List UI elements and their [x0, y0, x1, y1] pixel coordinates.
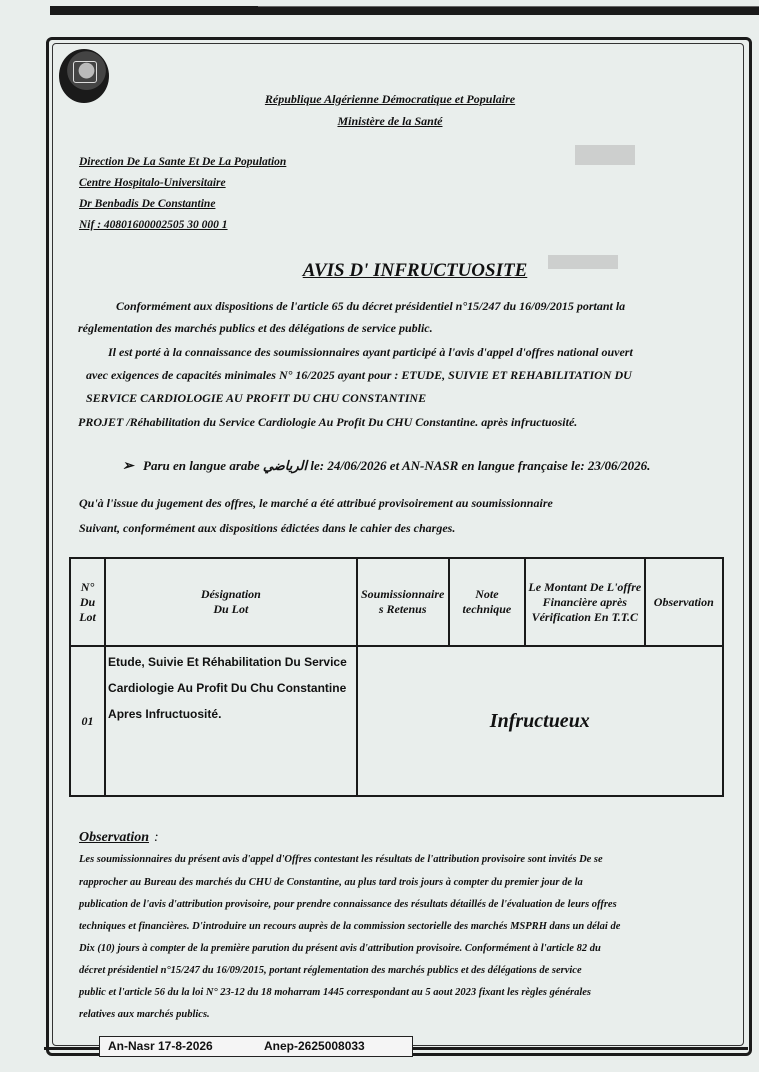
- observation-line: Les soumissionnaires du présent avis d'appel d'Offres contestant les résultats de l'attribution provisoire sont invités De se: [79, 854, 603, 865]
- header-designation: [105, 558, 357, 646]
- sender-direction: Direction De La Sante Et De La Population: [79, 156, 287, 168]
- scan-noise: [575, 145, 635, 165]
- body-p1-line2: réglementation des marchés publics et des délégations de service public.: [78, 321, 433, 335]
- observation-line: public et l'article 56 du la loi N° 23-12 du 18 moharram 1445 correspondant au 5 aout 2023 fixant les règles générales: [79, 987, 592, 998]
- body-p2-line1: Il est porté à la connaissance des soumissionnaires ayant participé à l'avis d'appel d'offres national ouvert: [108, 345, 633, 359]
- observation-line: décret présidentiel n°15/247 du 16/09/2015, portant réglementation des marchés publics et des délégations de service: [79, 965, 582, 976]
- top-rule: [50, 6, 759, 15]
- designation-line2: Cardiologie Au Profit Du Chu Constantine: [108, 681, 347, 695]
- body-p2-line4: PROJET /Réhabilitation du Service Cardiologie Au Profit Du CHU Constantine. après infructuosité.: [78, 415, 578, 429]
- header-observation: Observation: [645, 558, 723, 646]
- body-p3-line2: Suivant, conformément aux dispositions édictées dans le cahier des charges.: [79, 521, 456, 535]
- sender-centre: Centre Hospitalo-Universitaire: [79, 177, 226, 189]
- observation-line: publication de l'avis d'attribution provisoire, pour prendre connaissance des résultats détaillés de l'évaluation de leurs offres: [79, 899, 617, 910]
- notice-title: AVIS D' INFRUCTUOSITE: [302, 260, 528, 281]
- body-p3-line1: Qu'à l'issue du jugement des offres, le marché a été attribué provisoirement au soumissionnaire: [79, 496, 553, 510]
- observation-colon: :: [154, 830, 159, 845]
- republic-line: République Algérienne Démocratique et Populaire: [264, 92, 516, 106]
- cell-result: Infructueux: [357, 646, 723, 796]
- header-soumissionnaires: Soumissionnaire s Retenus: [357, 558, 449, 646]
- designation-line3: Apres Infructuosité.: [108, 707, 222, 721]
- body-p2-line3: SERVICE CARDIOLOGIE AU PROFIT DU CHU CONSTANTINE: [86, 391, 427, 405]
- cell-lot: 01: [70, 646, 105, 796]
- header-montant: Le Montant De L'offre Financière après Vérification En T.T.C: [525, 558, 645, 646]
- publication-line: Paru en langue arabe الرياضي le: 24/06/2026 et AN-NASR en langue française le: 23/06/2026.: [143, 458, 651, 473]
- designation-line1: Etude, Suivie Et Réhabilitation Du Service: [108, 655, 347, 669]
- header-designation-l1: Désignation: [200, 587, 261, 601]
- body-p2-line2: avec exigences de capacités minimales N° 16/2025 ayant pour : ETUDE, SUIVIE ET REHABILITATION DU: [86, 368, 632, 382]
- table-header-row: [70, 558, 723, 646]
- header-lot: N° Du Lot: [70, 558, 105, 646]
- body-p1-line1: Conformément aux dispositions de l'article 65 du décret présidentiel n°15/247 du 16/09/2015 portant la: [116, 299, 626, 313]
- cell-designation: [105, 646, 357, 796]
- lots-table: [69, 557, 724, 797]
- sender-nif: Nif : 40801600002505 30 000 1: [79, 219, 228, 231]
- observation-line: Dix (10) jours à compter de la première parution du présent avis d'attribution provisoire. Conformément à l'article 82 du: [79, 943, 601, 954]
- observation-line: rapprocher au Bureau des marchés du CHU de Constantine, au plus tard trois jours à compter du premier jour de la: [79, 877, 583, 888]
- document-inner-frame: [52, 43, 744, 1046]
- top-thin-rule: [258, 0, 759, 7]
- observation-line: techniques et financières. D'introduire un recours auprès de la commission sectorielle des marchés MSPRH dans un délai de: [79, 921, 621, 932]
- bullet-arrow-icon: ➢: [122, 459, 134, 474]
- observation-line: relatives aux marchés publics.: [79, 1009, 210, 1020]
- header-designation-l2: Du Lot: [213, 602, 249, 616]
- sender-hospital: Dr Benbadis De Constantine: [79, 198, 216, 210]
- table-row: [70, 646, 723, 796]
- observation-heading: Observation: [79, 830, 149, 845]
- footer-ref: Anep-2625008033: [264, 1039, 365, 1053]
- header-note: Note technique: [449, 558, 525, 646]
- ministry-line: Ministère de la Santé: [337, 114, 443, 128]
- hospital-logo-icon: [59, 49, 109, 103]
- publication-footer: [99, 1036, 413, 1057]
- footer-paper: An-Nasr 17-8-2026: [108, 1039, 213, 1053]
